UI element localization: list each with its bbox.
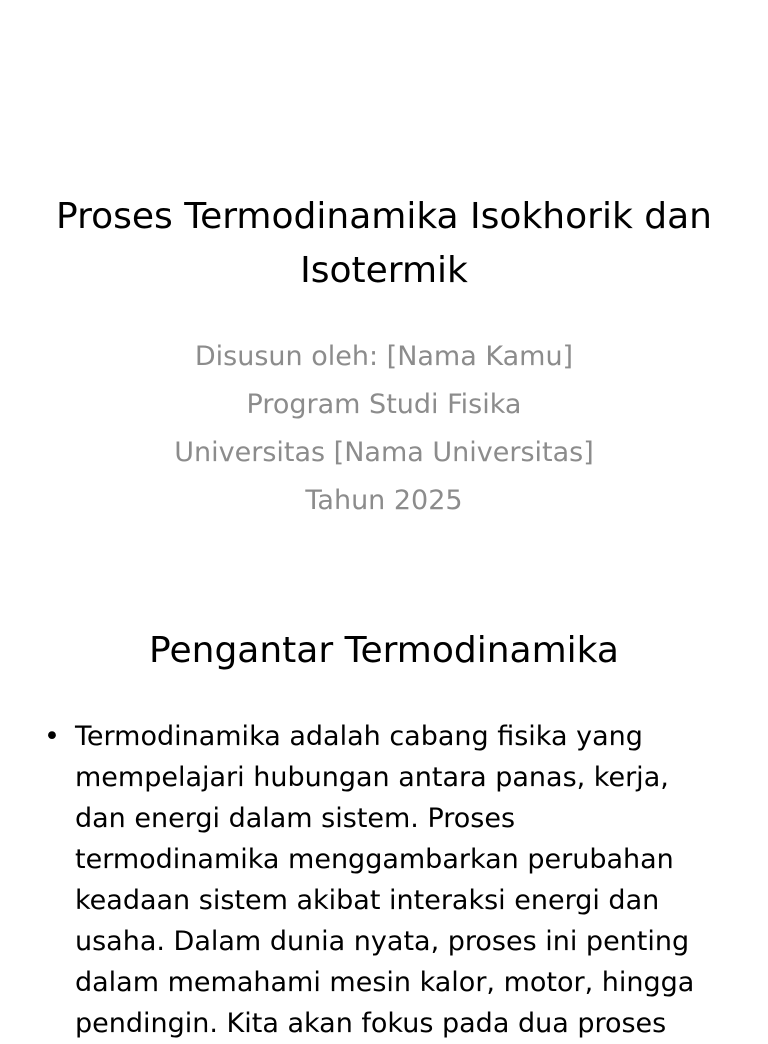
bullet-icon: •: [44, 721, 60, 752]
university-line: Universitas [Nama Universitas]: [174, 437, 594, 468]
bullet-text: Termodinamika adalah cabang fisika yang mempelajari hubungan antara panas, kerja, dan energi dalam sistem. Proses termodinamika menggambarkan perubahan keadaan sistem akibat interaksi energi dan usaha. Dalam dunia nyata, proses ini penting dalam memahami mesin kalor, motor, hingga pendingin. Kita akan fokus pada dua proses: [75, 721, 695, 1039]
content-slide-title: Pengantar Termodinamika: [149, 630, 619, 671]
bullet-list: [44, 716, 724, 1044]
author-line: Disusun oleh: [Nama Kamu]: [194, 341, 574, 372]
year-line: Tahun 2025: [305, 485, 463, 516]
slide-title: Proses Termodinamika Isokhorik dan Isotermik: [56, 196, 712, 291]
slide-subtitle: [40, 333, 728, 525]
program-line: Program Studi Fisika: [246, 389, 522, 420]
bullet-item: [44, 716, 724, 1044]
